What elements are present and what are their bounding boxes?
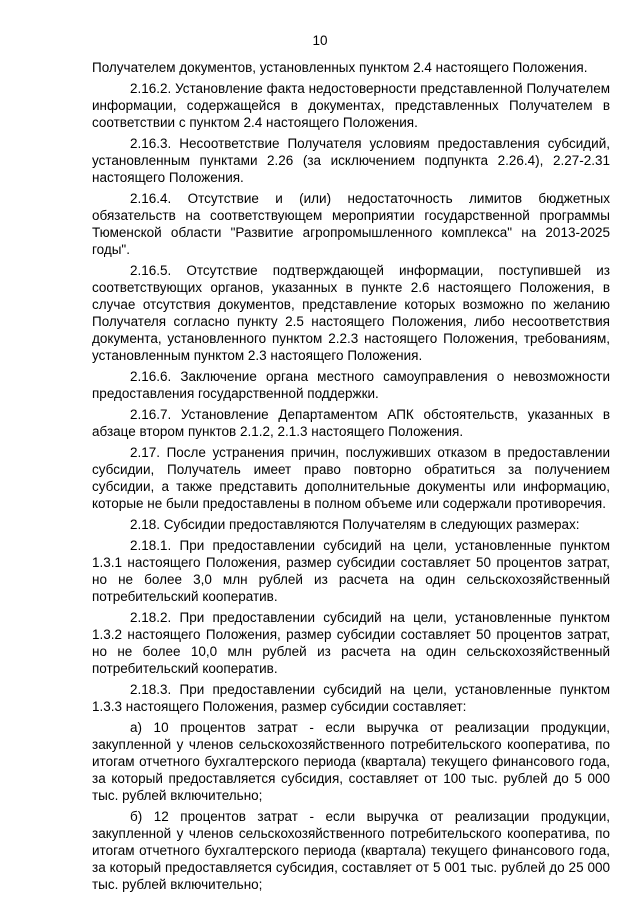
paragraph-2-16-2: 2.16.2. Установление факта недостоверности представленной Получателем информации, содержащейся в документах, представленных Получателем в соответствии с пунктом 2.4 настоящего Положения. — [92, 81, 610, 130]
paragraph-2-18-3: 2.18.3. При предоставлении субсидий на цели, установленные пунктом 1.3.3 настоящего Положения, размер субсидии составляет: — [92, 682, 610, 714]
paragraph-2-16-3: 2.16.3. Несоответствие Получателя условиям предоставления субсидий, установленным пунктами 2.26 (за исключением подпункта 2.26.4), 2.27-2.31 настоящего Положения. — [92, 136, 610, 185]
paragraph-2-16-6: 2.16.6. Заключение органа местного самоуправления о невозможности предоставления государственной поддержки. — [92, 369, 610, 401]
paragraph-2-16-7: 2.16.7. Установление Департаментом АПК обстоятельств, указанных в абзаце втором пунктов 2.1.2, 2.1.3 настоящего Положения. — [92, 407, 610, 439]
paragraph-continuation: Получателем документов, установленных пунктом 2.4 настоящего Положения. — [92, 60, 588, 75]
paragraph-2-17: 2.17. После устранения причин, послуживших отказом в предоставлении субсидии, Получатель имеет право повторно обратиться за получением субсидии, а также представить дополнительные документы или информацию, которые не были предоставлены в полном объеме или содержали противоречия. — [92, 445, 610, 511]
paragraph-2-18: 2.18. Субсидии предоставляются Получателям в следующих размерах: — [130, 517, 580, 532]
paragraph-2-16-5: 2.16.5. Отсутствие подтверждающей информации, поступившей из соответствующих органов, указанных в пункте 2.6 настоящего Положения, в случае отсутствия документов, представление которых возможно по желанию Получателя согласно пункту 2.5 настоящего Положения, либо несоответствия документа, установленного пунктом 2.2.3 настоящего Положения, требованиям, установленным пунктом 2.3 настоящего Положения. — [92, 263, 610, 363]
paragraph-item-a: а) 10 процентов затрат - если выручка от реализации продукции, закупленной у членов сельскохозяйственного потребительского кооператива, по итогам отчетного бухгалтерского периода (квартала) текущего финансового года, за который предоставляется субсидия, составляет от 100 тыс. рублей до 5 000 тыс. рублей включительно; — [92, 720, 610, 803]
paragraph-2-16-4: 2.16.4. Отсутствие и (или) недостаточность лимитов бюджетных обязательств на соответствующем мероприятии государственной программы Тюменской области "Развитие агропромышленного комплекса" на 2013-2025 годы". — [92, 191, 610, 257]
document-body — [92, 59, 610, 897]
paragraph-2-18-2: 2.18.2. При предоставлении субсидий на цели, установленные пунктом 1.3.2 настоящего Положения, размер субсидии составляет 50 процентов затрат, но не более 10,0 млн рублей из расчета на один сельскохозяйственный потребительский кооператив. — [92, 610, 610, 676]
page-number: 10 — [312, 33, 328, 48]
paragraph-item-b: б) 12 процентов затрат - если выручка от реализации продукции, закупленной у членов сельскохозяйственного потребительского кооператива, по итогам отчетного бухгалтерского периода (квартала) текущего финансового года, за который предоставляется субсидия, составляет от 5 001 тыс. рублей до 25 000 тыс. рублей включительно; — [92, 809, 610, 892]
paragraph-2-18-1: 2.18.1. При предоставлении субсидий на цели, установленные пунктом 1.3.1 настоящего Положения, размер субсидии составляет 50 процентов затрат, но не более 3,0 млн рублей из расчета на один сельскохозяйственный потребительский кооператив. — [92, 538, 610, 604]
